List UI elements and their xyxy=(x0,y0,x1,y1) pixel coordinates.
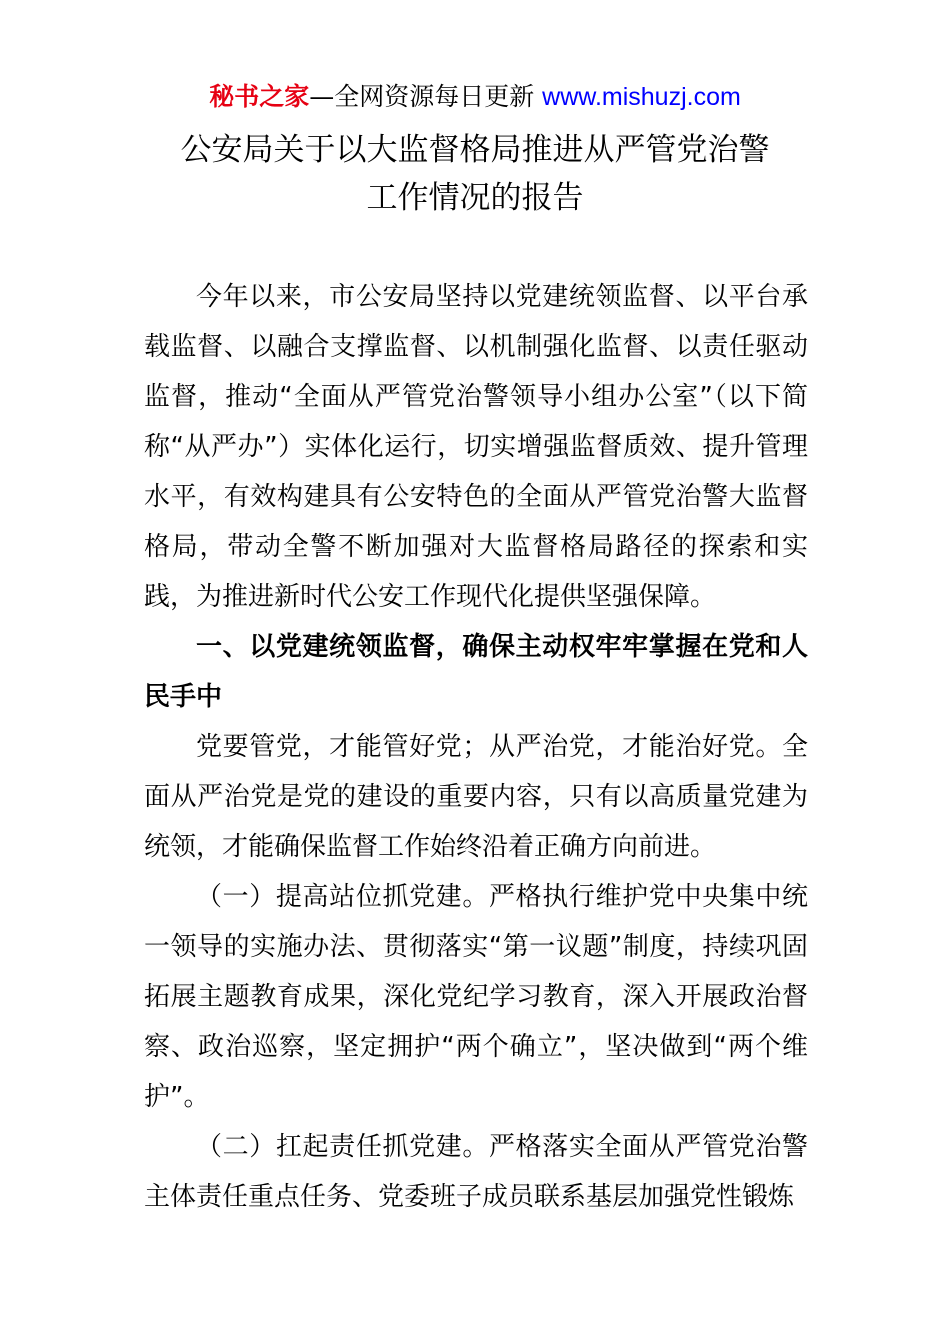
intro-paragraph: 今年以来，市公安局坚持以党建统领监督、以平台承载监督、以融合支撑监督、以机制强化监督、以责任驱动监督，推动“全面从严管党治警领导小组办公室”（以下简称“从严办”）实体化运行，切实增强监督质效、提升管理水平，有效构建具有公安特色的全面从严管党治警大监督格局，带动全警不断加强对大监督格局路径的探索和实践，为推进新时代公安工作现代化提供坚强保障。 xyxy=(144,282,808,612)
brand-name: 秘书之家 xyxy=(209,82,310,111)
document-body xyxy=(144,272,808,1222)
body-paragraph: 党要管党，才能管好党；从严治党，才能治好党。全面从严治党是党的建设的重要内容，只有以高质量党建为统领，才能确保监督工作始终沿着正确方向前进。 xyxy=(144,732,808,862)
site-url[interactable]: www.mishuzj.com xyxy=(542,83,741,111)
section-heading-1: 一、以党建统领监督，确保主动权牢牢掌握在党和人民手中 xyxy=(144,632,808,712)
subsection-paragraph-1: （一）提高站位抓党建。严格执行维护党中央集中统一领导的实施办法、贯彻落实“第一议题”制度，持续巩固拓展主题教育成果，深化党纪学习教育，深入开展政治督察、政治巡察，坚定拥护“两个确立”，坚决做到“两个维护”。 xyxy=(144,882,808,1112)
title-line-2: 工作情况的报告 xyxy=(366,180,584,216)
title-line-1: 公安局关于以大监督格局推进从严管党治警 xyxy=(180,132,770,168)
document-title xyxy=(0,126,950,222)
subsection-paragraph-2: （二）扛起责任抓党建。严格落实全面从严管党治警主体责任重点任务、党委班子成员联系基层加强党性锻炼 xyxy=(144,1132,808,1212)
header-slogan: —全网资源每日更新 xyxy=(309,82,543,111)
site-header xyxy=(0,80,950,114)
